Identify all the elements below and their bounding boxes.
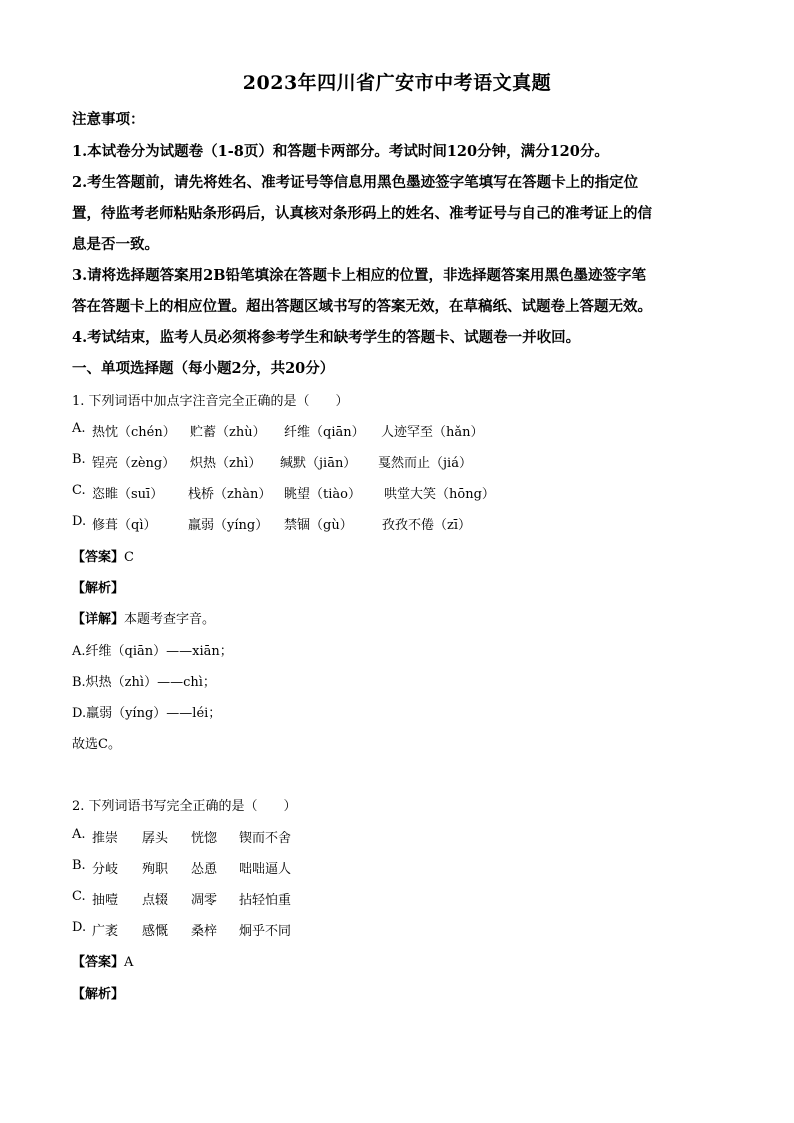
option-word: 热忱（chén） [92, 425, 176, 440]
option-word: 孱头 [142, 831, 169, 846]
option-word: 炽热（zhì） [190, 456, 262, 471]
option-label: D. [72, 920, 87, 935]
option-label: B. [72, 452, 86, 467]
answer-line [72, 951, 133, 970]
option-word: 纤维（qiān） [284, 425, 365, 440]
analysis-tag: 【解析】 [72, 581, 125, 596]
detail-tag: 【详解】 [72, 612, 125, 627]
option-word: 戛然而止（jiá） [378, 456, 472, 471]
option-label: D. [72, 514, 87, 529]
notice-item: 3.请将选择题答案用2B铅笔填涂在答题卡上相应的位置，非选择题答案用黑色墨迹签字笔 [72, 267, 646, 284]
answer-tag: 【答案】 [72, 550, 125, 565]
option-word: 广袤 [92, 924, 119, 939]
option-label: C. [72, 483, 86, 498]
option-word: 桑梓 [191, 924, 218, 939]
option-word: 栈桥（zhàn） [188, 487, 272, 502]
option-word: 哄堂大笑（hōng） [384, 487, 495, 502]
analysis-note: 故选C。 [72, 737, 121, 752]
notice-item: 置，待监考老师粘贴条形码后，认真核对条形码上的姓名、准考证号与自己的准考证上的信 [72, 205, 652, 222]
option-word: 殉职 [142, 862, 169, 877]
option-word: 恍惚 [191, 831, 218, 846]
option-word: 锃亮（zèng） [92, 456, 176, 471]
analysis-note: A.纤维（qiān）——xiān； [72, 644, 233, 659]
question-stem: 1. 下列词语中加点字注音完全正确的是（ ） [72, 394, 349, 409]
option-word: 贮蓄（zhù） [190, 425, 266, 440]
option-label: A. [72, 421, 86, 436]
option-word: 分岐 [92, 862, 119, 877]
option-word: 禁锢（gù） [284, 518, 353, 533]
option-word: 羸弱（yíng） [188, 518, 269, 533]
detail-line [72, 608, 215, 627]
option-label: A. [72, 827, 86, 842]
option-word: 孜孜不倦（zī） [382, 518, 472, 533]
answer-tag: 【答案】 [72, 955, 125, 970]
question-stem: 2. 下列词语书写完全正确的是（ ） [72, 799, 297, 814]
option-word: 炯乎不同 [239, 924, 292, 939]
option-word: 怂恿 [191, 862, 218, 877]
option-word: 锲而不舍 [239, 831, 292, 846]
answer-line [72, 546, 134, 565]
option-word: 咄咄逼人 [239, 862, 292, 877]
notice-item: 2.考生答题前，请先将姓名、准考证号等信息用黑色墨迹签字笔填写在答题卡上的指定位 [72, 174, 639, 191]
option-word: 恣睢（suī） [92, 487, 164, 502]
detail-text: 本题考查字音。 [124, 612, 216, 627]
page-title: 2023年四川省广安市中考语文真题 [242, 72, 552, 94]
option-word: 感慨 [142, 924, 169, 939]
notice-item: 4.考试结束，监考人员必须将参考学生和缺考学生的答题卡、试题卷一并收回。 [72, 329, 581, 346]
option-word: 人迹罕至（hǎn） [381, 425, 484, 440]
notice-item: 答在答题卡上的相应位置。超出答题区域书写的答案无效，在草稿纸、试题卷上答题无效。 [72, 298, 652, 315]
analysis-note: D.羸弱（yíng）——léi； [72, 706, 222, 721]
option-word: 眺望（tiào） [284, 487, 361, 502]
option-word: 点辍 [142, 893, 169, 908]
option-label: B. [72, 858, 86, 873]
option-word: 缄默（jiān） [280, 456, 357, 471]
option-word: 拈轻怕重 [239, 893, 292, 908]
option-word: 推崇 [92, 831, 119, 846]
notice-item: 息是否一致。 [72, 236, 159, 253]
answer-value: A [124, 955, 134, 970]
section-heading: 一、单项选择题（每小题2分，共20分） [72, 360, 335, 377]
notice-heading: 注意事项： [72, 111, 145, 128]
option-word: 修葺（qì） [92, 518, 157, 533]
answer-value: C [124, 550, 134, 565]
analysis-note: B.炽热（zhì）——chì； [72, 675, 216, 690]
notice-item: 1.本试卷分为试题卷（1-8页）和答题卡两部分。考试时间120分钟，满分120分。 [72, 143, 609, 160]
option-word: 抽噎 [92, 893, 119, 908]
analysis-tag: 【解析】 [72, 987, 125, 1002]
option-word: 凋零 [191, 893, 218, 908]
option-label: C. [72, 889, 86, 904]
